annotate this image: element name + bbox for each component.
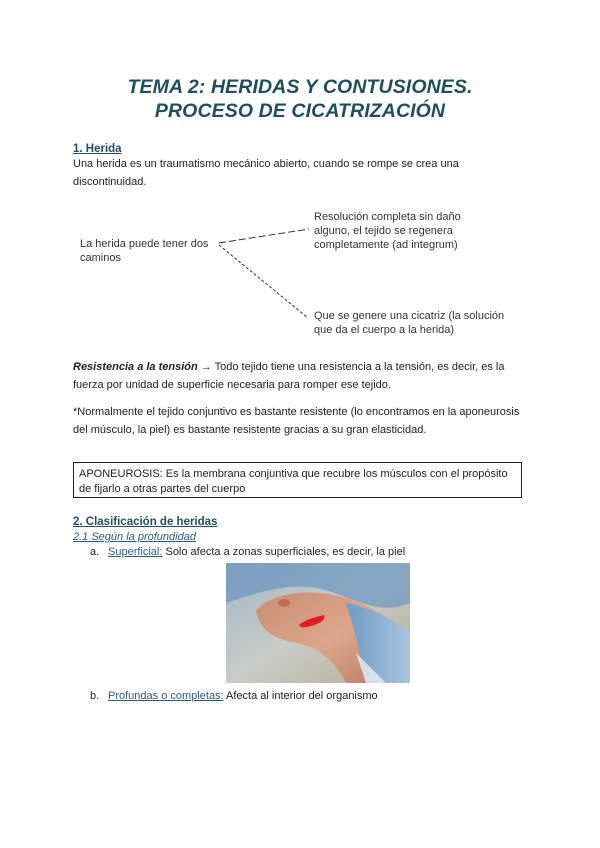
list-item-label: Profundas o completas: <box>108 690 224 702</box>
resistance-line-1-rest: Todo tejido tiene una resistencia a la tensión, es decir, es la <box>211 361 505 373</box>
note-line-2: del músculo, la piel) es bastante resistente gracias a su gran elasticidad. <box>73 424 427 436</box>
resistance-term: Resistencia a la tensión <box>73 361 198 373</box>
section-1-line-2: discontinuidad. <box>73 176 147 188</box>
section-2-heading: 2. Clasificación de heridas <box>73 516 218 528</box>
elbow-wound-illustration <box>226 563 410 683</box>
list-marker: b. <box>90 690 100 702</box>
diagram-source-text <box>80 237 208 265</box>
diagram-branch-2-text <box>314 309 504 337</box>
page-title-line-2: PROCESO DE CICATRIZACIÓN <box>154 100 446 122</box>
resistance-line-2: fuerza por unidad de superficie necesaria para romper ese tejido. <box>73 379 391 391</box>
definition-line-1: APONEUROSIS: Es la membrana conjuntiva que recubre los músculos con el propósito <box>79 468 508 480</box>
list-item-superficial <box>90 546 405 558</box>
diagram-branch-1-line-1: Resolución completa sin daño <box>314 211 461 223</box>
list-item-text: Solo afecta a zonas superficiales, es decir, la piel <box>162 546 406 558</box>
list-marker: a. <box>90 546 100 558</box>
diagram-branch-2-line-1: Que se genere una cicatriz (la solución <box>314 310 505 322</box>
list-item-profundas <box>90 690 378 702</box>
diagram-line-upper <box>219 229 309 243</box>
superficial-wound-photo <box>226 563 410 683</box>
diagram-branch-1-line-2: alguno, el tejido se regenera <box>314 225 453 237</box>
note-paragraph <box>73 403 543 439</box>
page-title-line-1: TEMA 2: HERIDAS Y CONTUSIONES. <box>127 76 473 98</box>
diagram-line-lower <box>219 245 308 318</box>
diagram-source-line-1: La herida puede tener dos <box>80 238 209 250</box>
list-item-text: Afecta al interior del organismo <box>223 690 378 702</box>
note-line-1: *Normalmente el tejido conjuntivo es bastante resistente (lo encontramos en la aponeurosis <box>73 406 520 418</box>
aponeurosis-definition-box <box>73 462 522 498</box>
section-2-1-subheading: 2.1 Según la profundidad <box>73 531 196 543</box>
section-1-line-1: Una herida es un traumatismo mecánico abierto, cuando se rompe se crea una <box>73 158 459 170</box>
resistance-paragraph <box>73 358 543 394</box>
diagram-source-line-2: caminos <box>80 252 121 264</box>
diagram-branch-1-text <box>314 210 461 252</box>
arrow-icon: → <box>200 361 212 373</box>
diagram-branch-2-line-2: que da el cuerpo a la herida) <box>314 324 455 336</box>
resistance-line-1 <box>73 358 543 376</box>
list-item-label: Superficial: <box>108 546 163 558</box>
section-1-heading: 1. Herida <box>73 143 122 155</box>
definition-line-2: de fijarlo a otras partes del cuerpo <box>79 483 246 495</box>
diagram-branch-1-line-3: completamente (ad integrum) <box>314 239 458 251</box>
